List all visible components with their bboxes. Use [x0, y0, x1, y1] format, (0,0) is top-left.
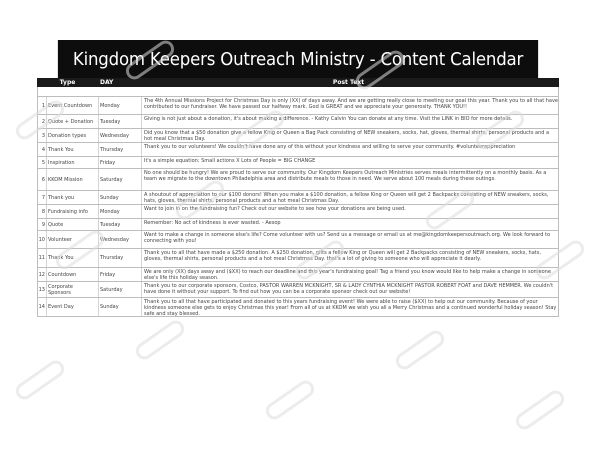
table-row[interactable]	[37, 115, 559, 129]
row-day: Sunday	[99, 191, 142, 204]
row-number: 12	[38, 268, 47, 281]
row-post-text: We are only (XX) days away and ($XX) to reach our deadline and this year's fundraising goal! Tag a friend you know would like to help make a change in someone else's life this holiday season.	[144, 269, 551, 281]
row-day: Wednesday	[99, 231, 142, 248]
row-number: 14	[38, 298, 47, 316]
row-number: 5	[38, 157, 47, 168]
header-post-text: Post Text	[332, 79, 365, 86]
row-post-text: Giving is not just about a donation, it's about making a difference. - Kathy Calvin You can donate at any time. Visit the LINK in BIO for more details.	[144, 116, 513, 122]
row-type: Countdown	[47, 268, 99, 281]
table-row[interactable]	[37, 282, 559, 298]
watermark-mark	[395, 329, 446, 370]
row-number: 13	[38, 282, 47, 297]
table-row[interactable]	[37, 219, 559, 231]
row-number: 1	[38, 97, 47, 114]
row-post-text: Did you know that a $50 donation give a fellow King or Queen a Bag Pack consisting of NEW sneakers, socks, hat, gloves, thermal shirts, personal products and a hot meal Christmas Day.	[144, 130, 550, 142]
row-number: 7	[38, 191, 47, 204]
row-day: Wednesday	[99, 129, 142, 142]
row-type: Quote	[47, 219, 99, 230]
row-number: 6	[38, 169, 47, 190]
row-post-text: The 4th Annual Missions Project for Christmas Day is only (XX) of days away. And we are getting really close to meeting our goal this year. Thank you to all that have contributed to our fundraiser. We have passed our halfway mark. God is GREAT and we appreciate your generosity. THANK YOU!!	[144, 98, 559, 110]
row-day: Saturday	[99, 282, 142, 297]
row-post-text: Thank you to our volunteers! We couldn't have done any of this without your kindness and willing to serve your community. #volunteerappreciation	[144, 144, 516, 150]
table-row[interactable]	[37, 298, 559, 317]
table-row[interactable]	[37, 169, 559, 191]
row-type: Event Day	[47, 298, 99, 316]
row-number: 3	[38, 129, 47, 142]
row-type: Fundraising info	[47, 205, 99, 218]
row-day: Friday	[99, 157, 142, 168]
row-day: Monday	[99, 97, 142, 114]
row-post-text: Remember: No act of kindness is ever wasted. - Aesop	[144, 220, 281, 226]
row-number: 9	[38, 219, 47, 230]
table-row[interactable]	[37, 129, 559, 143]
row-post-text: Thank you to all that have participated and donated to this years fundraising event! We were able to raise ($XX) to help out our community. Because of your kindness someone else gets to enjoy Christmas this year! From all of us at KKOM we wish you all a Merry Christmas and a continued wonderful holiday season! Stay safe and stay blessed.	[144, 299, 557, 316]
row-type: Quote + Donation	[47, 115, 99, 128]
table-row[interactable]	[37, 191, 559, 205]
column-header-row	[37, 78, 559, 87]
row-post-text: Thank you to our corporate sponsors, Costco, PASTOR WARREN MCKNIGHT, SR & LADY CYNTHIA MCKNIGHT PASTOR ROBERT FOAT and DAVE HEMMER. We couldn't have done it without your support. To find out how you can be a corporate sponsor check out our website!	[144, 283, 554, 295]
row-number: 10	[38, 231, 47, 248]
calendar-title: Kingdom Keepers Outreach Ministry - Content Calendar	[58, 40, 538, 78]
table-row[interactable]	[37, 231, 559, 249]
row-type: Thank You	[47, 249, 99, 267]
row-day: Sunday	[99, 298, 142, 316]
calendar-rows	[37, 97, 559, 317]
row-type: Donation types	[47, 129, 99, 142]
row-day: Thursday	[99, 143, 142, 156]
table-row[interactable]	[37, 157, 559, 169]
watermark-mark	[15, 359, 66, 400]
row-day: Tuesday	[99, 115, 142, 128]
content-calendar-sheet	[37, 40, 559, 317]
row-day: Saturday	[99, 169, 142, 190]
row-day: Thursday	[99, 249, 142, 267]
blank-row	[37, 87, 559, 97]
row-post-text: A shoutout of appreciation to our $100 donors! When you make a $100 donation, a fellow King or Queen will get 2 Backpacks consisting of NEW sneakers, socks, hats, gloves, thermal shirts, personal products and a hot meal Christmas Day.	[144, 192, 549, 204]
row-number: 2	[38, 115, 47, 128]
table-row[interactable]	[37, 249, 559, 268]
row-post-text: It's a simple equation: Small actions X Lots of People = BIG CHANGE	[144, 158, 316, 164]
row-post-text: No one should be hungry! We are proud to serve our community. Our Kingdom Keepers Outreach Ministries serves meals intermittently on a monthly basis. As a team we migrate to the downtown Philadelphia area and distribute meals to those in need. We serve about 100 meals during these outings.	[144, 170, 547, 182]
row-type: Volunteer	[47, 231, 99, 248]
row-number: 8	[38, 205, 47, 218]
table-row[interactable]	[37, 205, 559, 219]
row-type: Corporate Sponsors	[47, 282, 99, 297]
row-number: 11	[38, 249, 47, 267]
row-day: Tuesday	[99, 219, 142, 230]
table-row[interactable]	[37, 143, 559, 157]
row-type: Inspiration	[47, 157, 99, 168]
watermark-mark	[135, 319, 186, 360]
row-type: Thank you	[47, 191, 99, 204]
watermark-mark	[515, 389, 566, 430]
row-post-text: Want to make a change in someone else's life? Come volunteer with us? Send us a message or email us at me@kingdomkeepersoutreach.org. We look forward to connecting with you!	[144, 232, 551, 244]
header-day: DAY	[100, 79, 114, 86]
row-number: 4	[38, 143, 47, 156]
row-type: KKOM Mission	[47, 169, 99, 190]
row-day: Monday	[99, 205, 142, 218]
table-row[interactable]	[37, 97, 559, 115]
watermark-mark	[265, 379, 316, 420]
row-post-text: Thank you to all that have made a $250 donation. A $250 donation, gifts a fellow King or Queen will get 2 Backpacks consisting of NEW sneakers, socks, hats, gloves, thermal shirts, personal products and a hot meal Christmas Day. that's a lot of giving to someone who will appreciate it dearly.	[144, 250, 541, 262]
table-row[interactable]	[37, 268, 559, 282]
header-type: Type	[59, 79, 76, 86]
row-post-text: Want to join in on the fundraising fun? Check out our website to see how your donations are being used.	[144, 206, 406, 212]
row-day: Friday	[99, 268, 142, 281]
row-type: Thank You	[47, 143, 99, 156]
row-type: Event Countdown	[47, 97, 99, 114]
